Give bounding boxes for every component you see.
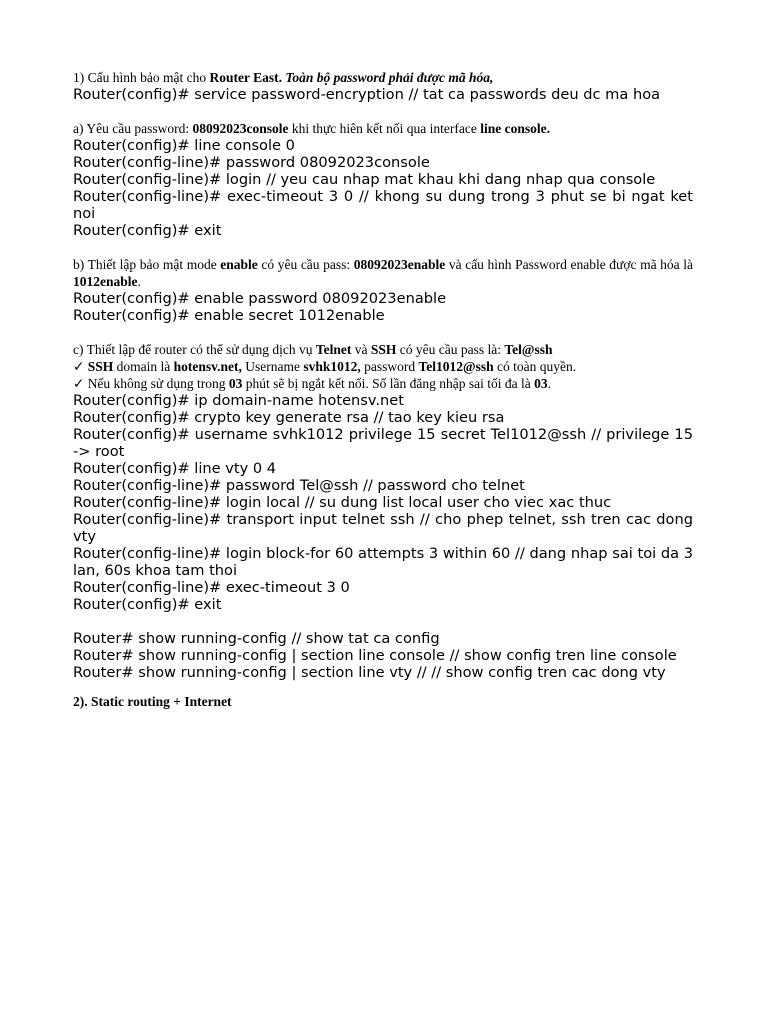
code-line: Router(config)# ip domain-name hotensv.net (73, 392, 405, 409)
part-b-password: 08092023enable (353, 257, 446, 272)
part-a-interface: line console. (480, 121, 550, 136)
code-line: Router(config)# line vty 0 4 (73, 460, 277, 477)
part-c-telnet: Telnet (315, 342, 352, 357)
part-a-password: 08092023console (192, 121, 289, 136)
part-b-secret: 1012enable (73, 274, 138, 289)
code-line: Router(config-line)# login block-for 60 attempts 3 within 60 // dang nhap sai toi da 3 lan, 60s khoa tam thoi (73, 545, 693, 579)
bullet1-text2: Username (241, 359, 304, 374)
part-b-mode: enable (220, 257, 258, 272)
router-name: Router East. (209, 70, 282, 85)
bullet1-ssh: SSH (87, 359, 114, 374)
checkmark-icon: ✓ (73, 359, 88, 374)
code-line: Router(config)# crypto key generate rsa // tao key kieu rsa (73, 409, 505, 426)
code-line: Router(config)# service password-encryption // tat ca passwords deu dc ma hoa (73, 86, 661, 103)
section-number: 1) (73, 70, 88, 85)
section1-heading (73, 69, 693, 86)
part-a-mid: khi thực hiên kết nối qua interface (288, 121, 481, 136)
code-line: Router(config)# username svhk1012 privilege 15 secret Tel1012@ssh // privilege 15 -> root (73, 426, 693, 460)
part-c-text (73, 341, 693, 358)
code-line: Router(config-line)# login // yeu cau nhap mat khau khi dang nhap qua console (73, 171, 656, 188)
bullet-item (73, 375, 693, 392)
code-line: Router(config-line)# login local // su dung list local user cho viec xac thuc (73, 494, 612, 511)
code-line: Router(config)# exit (73, 596, 222, 613)
bullet1-password: Tel1012@ssh (418, 359, 494, 374)
part-b-pre: b) Thiết lập bảo mật mode (73, 257, 221, 272)
code-line: Router(config-line)# transport input telnet ssh // cho phep telnet, ssh tren cac dong vty (73, 511, 693, 545)
code-line: Router(config)# line console 0 (73, 137, 295, 154)
code-line: Router(config-line)# password 08092023console (73, 154, 430, 171)
bullet2-minutes: 03 (228, 376, 243, 391)
code-line: Router# show running-config | section line vty // // show config tren cac dong vty (73, 664, 666, 681)
code-line: Router# show running-config | section line console // show config tren line console (73, 647, 677, 664)
part-c-and: và (351, 342, 371, 357)
bullet2-text2: phút sẽ bị ngắt kết nối. Số lần đăng nhập sai tối đa là (242, 376, 535, 391)
part-c-password: Tel@ssh (504, 342, 553, 357)
bullet1-text1: domain là (113, 359, 174, 374)
bullet2-max-attempts: 03 (534, 376, 548, 391)
bullet2-text1: Nếu không sử dụng trong (87, 376, 229, 391)
bullet2-end: . (547, 376, 551, 391)
section1-note: Toàn bộ password phải được mã hóa, (281, 70, 494, 85)
part-b-end: . (137, 274, 141, 289)
part-b-mid: có yêu cầu pass: (257, 257, 354, 272)
code-line: Router# show running-config // show tat ca config (73, 630, 440, 647)
document-body (73, 69, 693, 710)
checkmark-icon: ✓ (73, 376, 88, 391)
part-c-pre: c) Thiết lập để router có thể sử dụng dịch vụ (73, 342, 316, 357)
code-line: Router(config)# enable password 08092023enable (73, 290, 447, 307)
part-c-mid: có yêu cầu pass là: (396, 342, 505, 357)
section2-title: 2). Static routing + Internet (73, 694, 232, 709)
section1-text: Cấu hình bảo mật cho (87, 70, 210, 85)
code-line: Router(config)# exit (73, 222, 222, 239)
part-c-ssh: SSH (370, 342, 397, 357)
section2-heading (73, 693, 693, 710)
bullet1-text3: password (360, 359, 419, 374)
bullet-item (73, 358, 693, 375)
code-line: Router(config)# enable secret 1012enable (73, 307, 385, 324)
code-line: Router(config-line)# exec-timeout 3 0 // khong su dung trong 3 phut se bi ngat ket noi (73, 188, 693, 222)
bullet1-username: svhk1012, (303, 359, 361, 374)
code-line: Router(config-line)# exec-timeout 3 0 (73, 579, 350, 596)
code-line: Router(config-line)# password Tel@ssh // password cho telnet (73, 477, 525, 494)
bullet1-text4: có toàn quyền. (493, 359, 577, 374)
part-b-text (73, 256, 693, 290)
bullet1-domain: hotensv.net, (173, 359, 242, 374)
part-a-pre: a) Yêu cầu password: (73, 121, 193, 136)
part-b-mid2: và cấu hình Password enable được mã hóa là (445, 257, 693, 272)
part-a-text (73, 120, 693, 137)
